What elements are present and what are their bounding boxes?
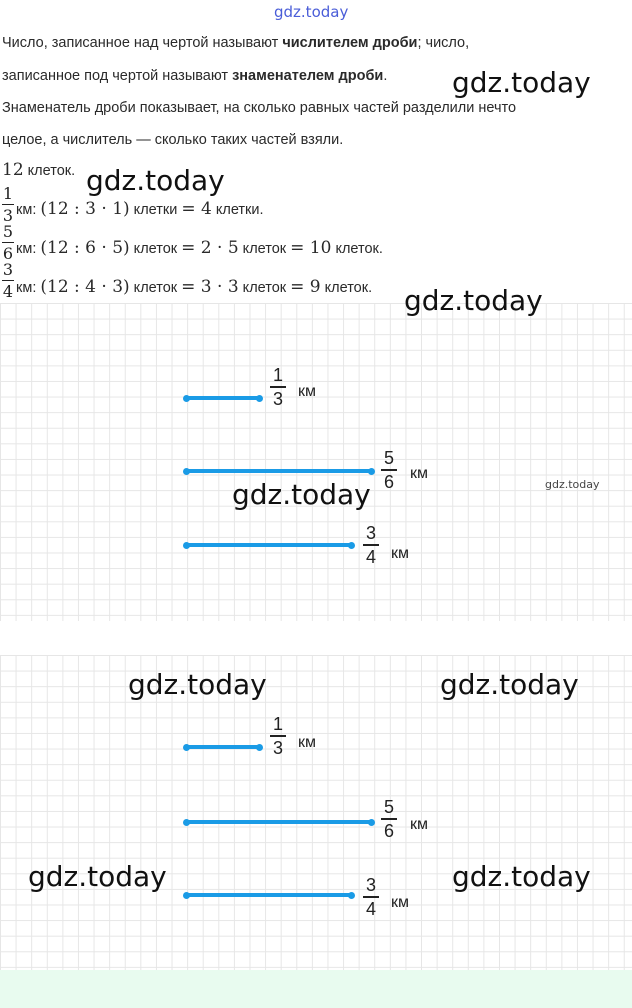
paragraph-line-3: Знаменатель дроби показывает, на сколько равных частей разделили нечто [2,100,517,116]
denominator: 3 [272,737,283,758]
grid-figure-2 [0,655,632,970]
paragraph-line-2 [2,68,387,84]
denominator: 4 [365,898,376,919]
grid-figure-1 [0,303,632,621]
expression: (12 : 3 · 1) [40,199,130,219]
denominator: 6 [383,820,394,841]
text: клетки [129,202,182,218]
term-denominator: знаменателем дроби [232,68,384,84]
expression: = 2 · 5 [181,238,239,258]
calc-row-1 [16,199,264,219]
number: 12 [2,160,24,180]
paragraph-line-4: целое, а числитель — сколько таких частей взяли. [2,132,344,148]
fraction-1-3 [2,184,14,225]
expression: = 10 [290,238,332,258]
watermark: gdz.today [440,668,579,701]
segment-1-3 [186,396,260,400]
segment-5-6 [186,820,372,824]
text: клеток [129,241,182,257]
expression: (12 : 4 · 3) [40,277,130,297]
text: клеток. [320,280,373,296]
term-numerator: числителем дроби [282,35,418,51]
numerator: 3 [365,523,376,543]
watermark: gdz.today [545,478,600,491]
watermark: gdz.today [232,478,371,511]
numerator: 3 [365,875,376,895]
text: км: [16,202,41,218]
denominator: 4 [2,282,14,301]
numerator: 1 [272,365,283,385]
numerator: 1 [272,714,283,734]
segment-1-3 [186,745,260,749]
text: ; число, [417,35,470,51]
numerator: 3 [2,260,14,279]
segment-3-4 [186,893,352,897]
expression: = 3 · 3 [181,277,239,297]
text: клеток [129,280,182,296]
label-fraction-5-6 [379,448,399,492]
unit-km: км [391,894,409,911]
numerator: 5 [383,448,394,468]
bottom-band [0,970,632,1008]
label-fraction-1-3 [268,365,288,409]
unit-km: км [391,545,409,562]
label-fraction-3-4 [361,523,381,567]
text: записанное под чертой называют [2,68,233,84]
denominator: 6 [383,471,394,492]
label-fraction-1-3 [268,714,288,758]
text: . [383,68,388,84]
unit-km: км [410,816,428,833]
denominator: 6 [2,244,14,263]
expression: (12 : 6 · 5) [40,238,130,258]
watermark: gdz.today [452,66,591,99]
label-fraction-5-6 [379,797,399,841]
watermark: gdz.today [452,860,591,893]
watermark: gdz.today [404,284,543,317]
denominator: 3 [2,206,14,225]
segment-3-4 [186,543,352,547]
label-fraction-3-4 [361,875,381,919]
fraction-3-4 [2,260,14,301]
text: клеток [238,280,291,296]
calc-row-3 [16,277,372,297]
watermark: gdz.today [28,860,167,893]
unit-km: км [298,734,316,751]
numerator: 5 [383,797,394,817]
unit-km: км [410,465,428,482]
text: Число, записанное над чертой называют [2,35,283,51]
cells-total [2,160,75,180]
unit-km: км [298,383,316,400]
text: км: [16,280,41,296]
calc-row-2 [16,238,383,258]
text: клеток. [331,241,383,257]
numerator: 1 [2,184,14,203]
numerator: 5 [2,222,14,241]
text: клеток. [23,163,76,179]
expression: = 4 [181,199,212,219]
expression: = 9 [290,277,321,297]
segment-5-6 [186,469,372,473]
watermark-top: gdz.today [274,3,349,21]
paragraph-line-1 [2,35,469,51]
text: клеток [238,241,291,257]
denominator: 4 [365,546,376,567]
denominator: 3 [272,388,283,409]
watermark: gdz.today [128,668,267,701]
text: км: [16,241,41,257]
fraction-5-6 [2,222,14,263]
watermark: gdz.today [86,164,225,197]
text: клетки. [211,202,264,218]
